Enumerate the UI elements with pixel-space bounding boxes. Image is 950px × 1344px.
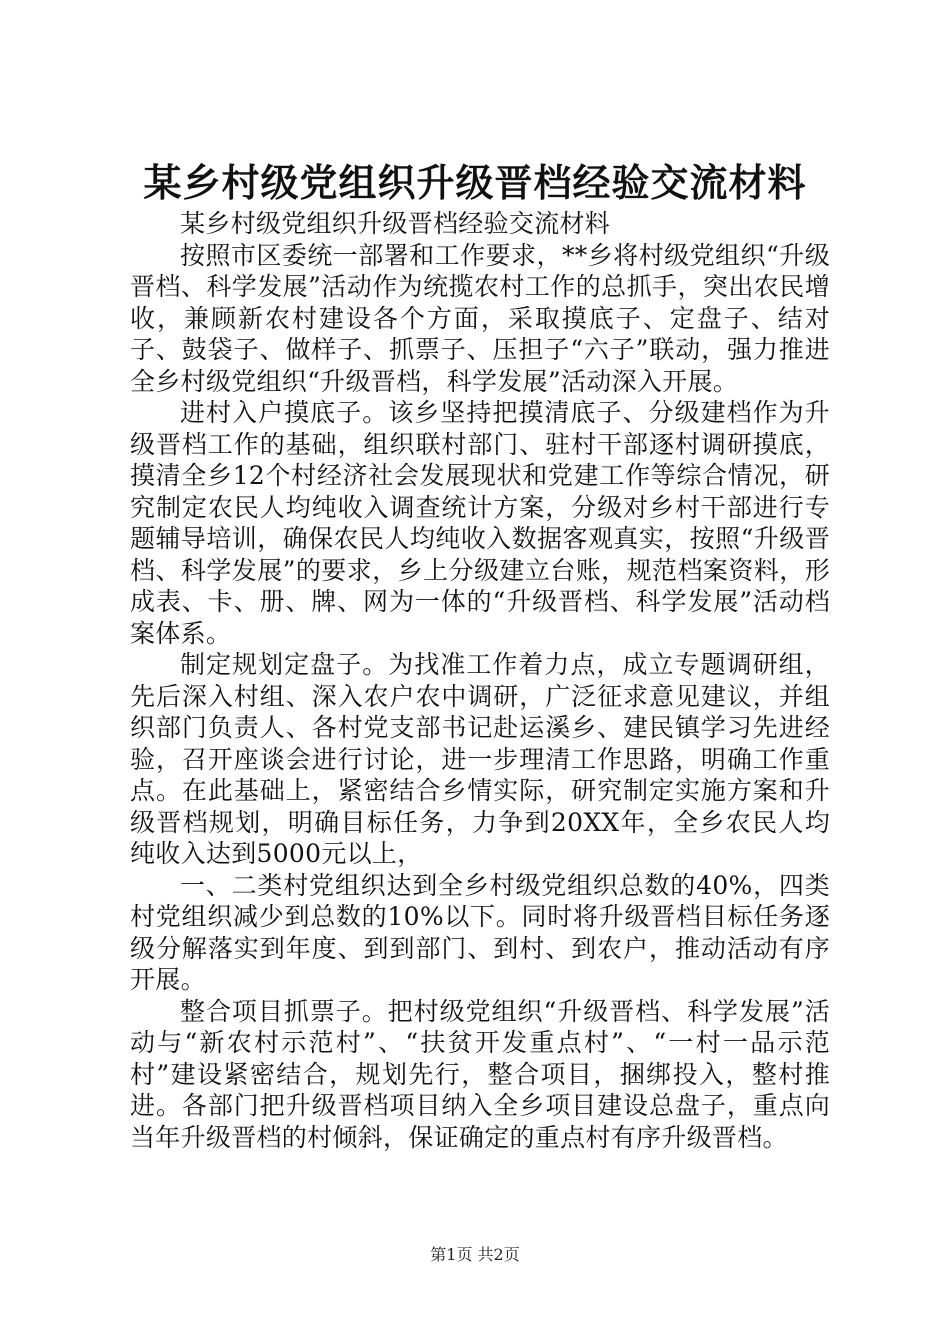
document-title: 某乡村级党组织升级晋档经验交流材料 — [143, 160, 807, 205]
paragraph-zhua-piao-zi: 整合项目抓票子。把村级党组织“升级晋档、科学发展”活动与“新农村示范村”、“扶贫开发重点村”、“一村一品示范村”建设紧密结合，规划先行，整合项目，捆绑投入，整村推进。各部门把升级晋档项目纳入全乡项目建设总盘子，重点向当年升级晋档的村倾斜，保证确定的重点村有序升级晋档。 — [130, 996, 830, 1152]
paragraph-ding-pan-zi: 制定规划定盘子。为找准工作着力点，成立专题调研组，先后深入村组、深入农户农中调研，广泛征求意见建议，并组织部门负责人、各村党支部书记赴运溪乡、建民镇学习先进经验，召开座谈会进行讨论，进一步理清工作思路，明确工作重点。在此基础上，紧密结合乡情实际，研究制定实施方案和升级晋档规划，明确目标任务，力争到20XX年，全乡农民人均纯收入达到5000元以上， — [130, 650, 830, 868]
paragraph-targets: 一、二类村党组织达到全乡村级党组织总数的40%，四类村党组织减少到总数的10%以下。同时将升级晋档目标任务逐级分解落实到年度、到到部门、到村、到农户，推动活动有序开展。 — [130, 870, 830, 994]
document-body — [130, 208, 830, 1153]
page-number-footer: 第1页 共2页 — [430, 1245, 520, 1264]
paragraph-intro: 按照市区委统一部署和工作要求，**乡将村级党组织“升级晋档、科学发展”活动作为统揽农村工作的总抓手，突出农民增收，兼顾新农村建设各个方面，采取摸底子、定盘子、结对子、鼓袋子、做样子、抓票子、压担子“六子”联动，强力推进全乡村级党组织“升级晋档，科学发展”活动深入开展。 — [130, 240, 830, 396]
paragraph-subtitle: 某乡村级党组织升级晋档经验交流材料 — [180, 209, 611, 238]
paragraph-mo-di-zi: 进村入户摸底子。该乡坚持把摸清底子、分级建档作为升级晋档工作的基础，组织联村部门、驻村干部逐村调研摸底，摸清全乡12个村经济社会发展现状和党建工作等综合情况，研究制定农民人均纯收入调查统计方案，分级对乡村干部进行专题辅导培训，确保农民人均纯收入数据客观真实，按照“升级晋档、科学发展”的要求，乡上分级建立台账，规范档案资料，形成表、卡、册、牌、网为一体的“升级晋档、科学发展”活动档案体系。 — [130, 398, 830, 648]
